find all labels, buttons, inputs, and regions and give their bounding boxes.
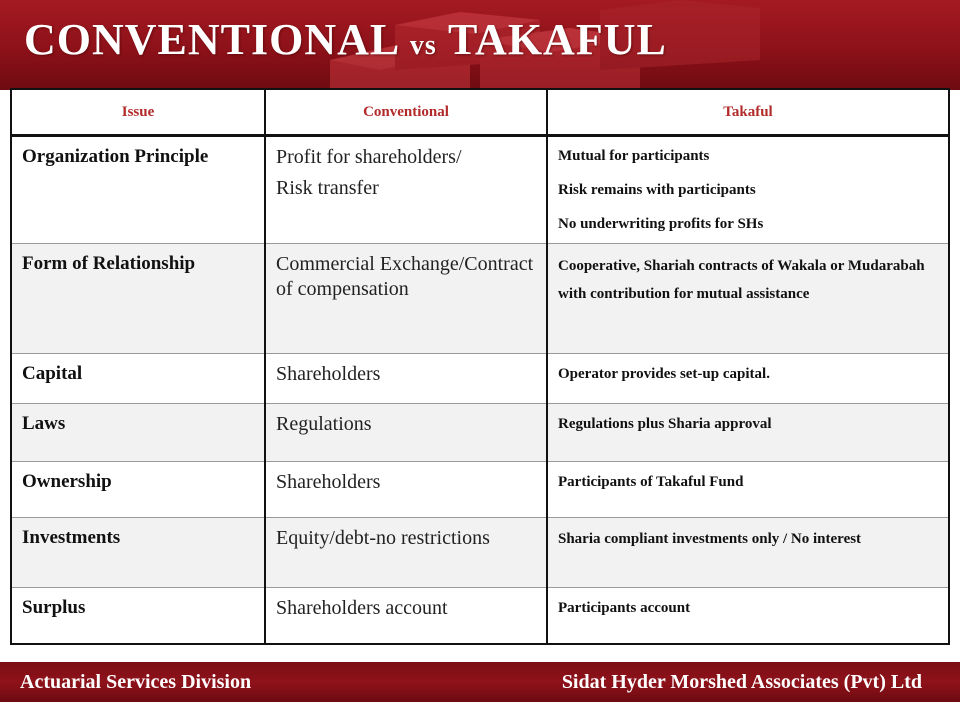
- footer-division: Actuarial Services Division: [20, 671, 252, 693]
- table-row: [11, 518, 949, 588]
- conventional-line: Regulations: [276, 413, 372, 435]
- conventional-line: Equity/debt-no restrictions: [276, 527, 490, 549]
- takaful-line: Operator provides set-up capital.: [558, 366, 770, 382]
- conventional-cell: [266, 404, 546, 451]
- takaful-line: Participants account: [558, 600, 691, 616]
- conventional-cell: [266, 244, 546, 316]
- column-header-issue: Issue: [11, 89, 265, 136]
- takaful-line: Risk remains with participants: [558, 182, 756, 198]
- conventional-line: Profit for shareholders/: [276, 146, 462, 168]
- table-row: [11, 354, 949, 404]
- conventional-cell: [266, 137, 546, 215]
- conventional-line: Shareholders: [276, 363, 381, 385]
- takaful-cell: [548, 462, 948, 508]
- takaful-cell: [548, 137, 948, 243]
- comparison-table-container: [10, 88, 948, 645]
- takaful-line: Regulations plus Sharia approval: [558, 416, 772, 432]
- issue-cell: Ownership: [22, 471, 112, 492]
- conventional-cell: [266, 354, 546, 401]
- title-vs: vs: [409, 30, 437, 61]
- table-row: [11, 404, 949, 462]
- takaful-line: Participants of Takaful Fund: [558, 474, 744, 490]
- conventional-cell: [266, 588, 546, 635]
- issue-cell: Capital: [22, 363, 83, 384]
- conventional-line: Shareholders account: [276, 597, 448, 619]
- table-row: [11, 588, 949, 644]
- title-main: CONVENTIONAL: [24, 15, 398, 64]
- footer-company: Sidat Hyder Morshed Associates (Pvt) Ltd: [561, 671, 922, 693]
- column-header-conventional: Conventional: [265, 89, 547, 136]
- takaful-cell: [548, 518, 948, 566]
- takaful-line: Cooperative, Shariah contracts of Wakala or Mudarabah with contribution for mutual assistance: [558, 258, 925, 302]
- table-row: [11, 462, 949, 518]
- takaful-line: No underwriting profits for SHs: [558, 216, 764, 232]
- issue-cell: Organization Principle: [22, 146, 209, 167]
- table-row: [11, 244, 949, 354]
- conventional-cell: [266, 518, 546, 565]
- page-title: [24, 15, 667, 64]
- takaful-cell: [548, 354, 948, 400]
- title-end: TAKAFUL: [447, 15, 667, 64]
- takaful-cell: [548, 244, 948, 322]
- takaful-line: Mutual for participants: [558, 148, 710, 164]
- conventional-line: Commercial Exchange/Contract of compensation: [276, 253, 534, 300]
- conventional-line: Risk transfer: [276, 177, 379, 199]
- column-header-takaful: Takaful: [547, 89, 949, 136]
- conventional-cell: [266, 462, 546, 509]
- takaful-cell: [548, 588, 948, 634]
- issue-cell: Investments: [22, 527, 121, 548]
- footer-bar: [0, 662, 960, 702]
- table-row: [11, 136, 949, 244]
- issue-cell: Laws: [22, 413, 66, 434]
- bottom-margin: [0, 702, 960, 720]
- conventional-line: Shareholders: [276, 471, 381, 493]
- takaful-line: Sharia compliant investments only / No interest: [558, 531, 862, 547]
- table-header-row: [11, 89, 949, 136]
- title-banner: [0, 0, 960, 90]
- takaful-cell: [548, 404, 948, 450]
- issue-cell: Surplus: [22, 597, 86, 618]
- comparison-table: [10, 88, 950, 645]
- issue-cell: Form of Relationship: [22, 253, 196, 274]
